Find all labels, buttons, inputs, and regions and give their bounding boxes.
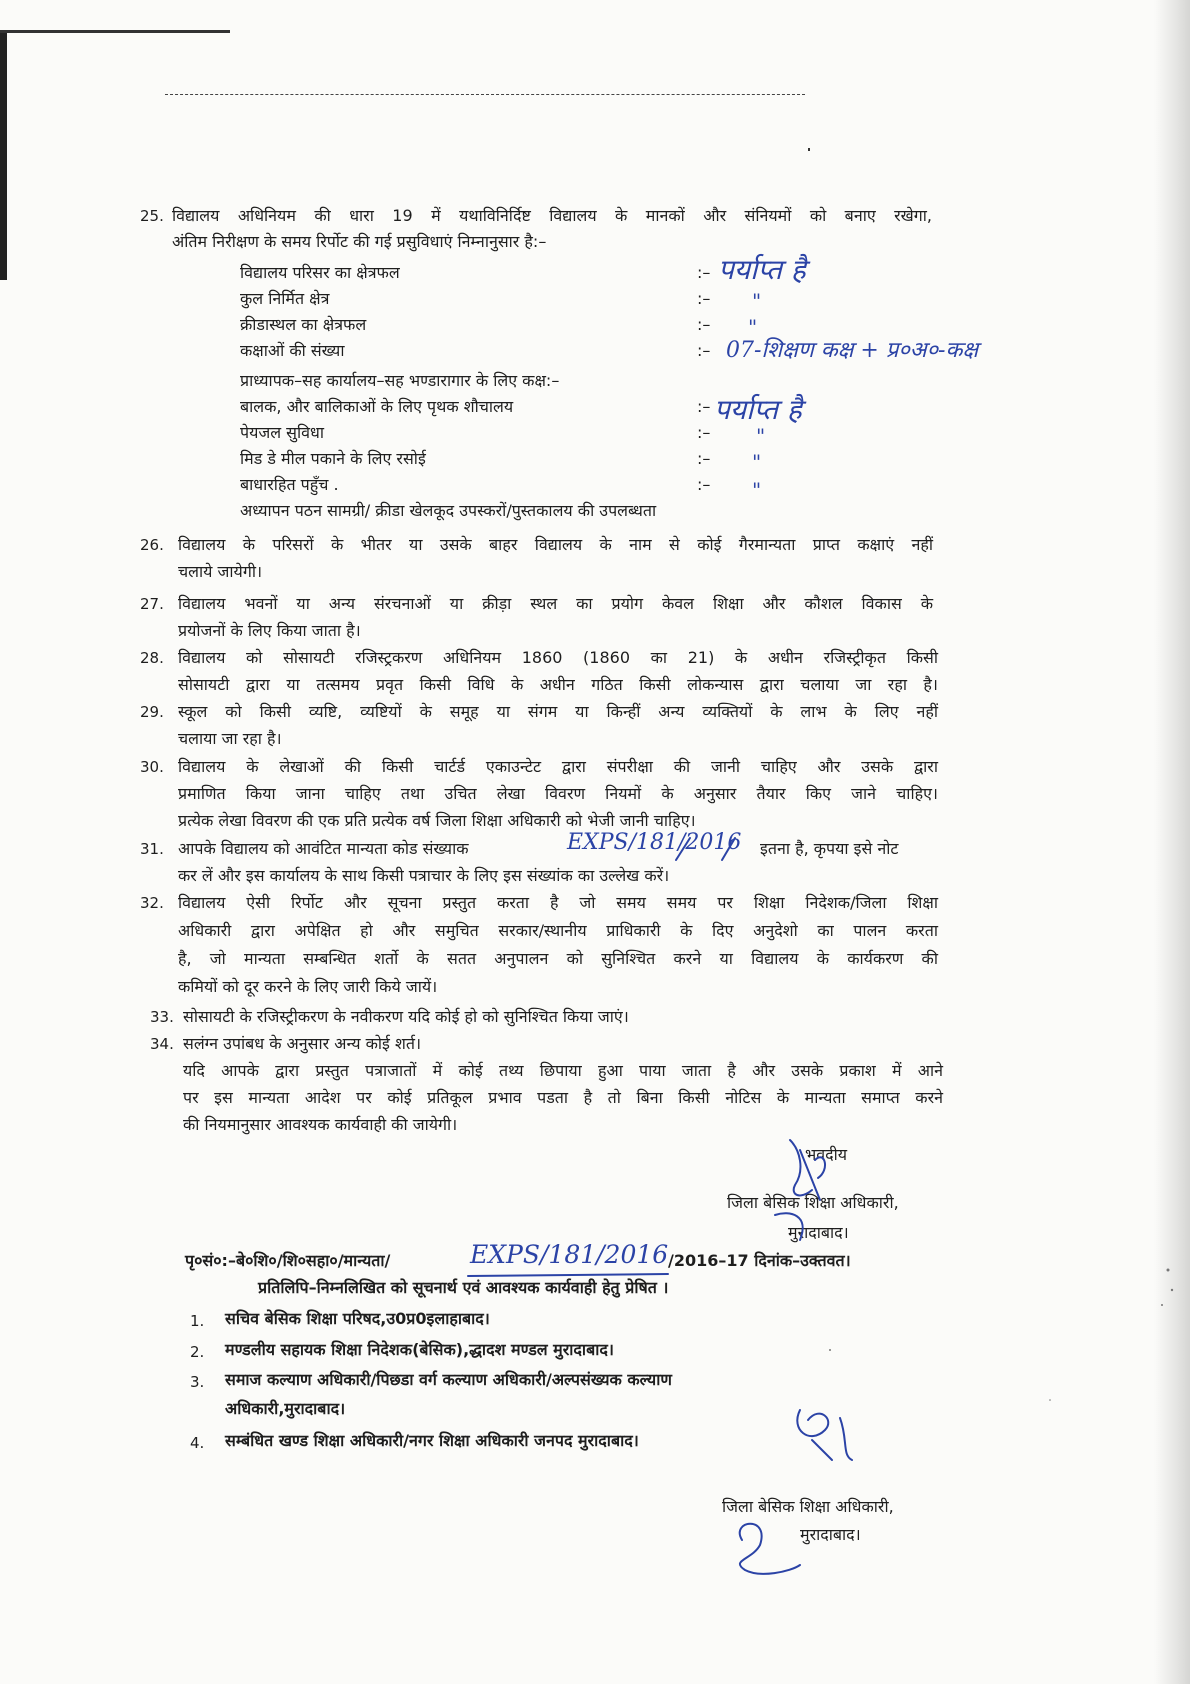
item29-text-line2: चलाया जा रहा है। <box>178 729 282 748</box>
scan-speck <box>1049 1399 1051 1401</box>
item30-text-line3: प्रत्येक लेखा विवरण की एक प्रति प्रत्येक वर्ष जिला शिक्षा अधिकारी को भेजी जानी चाहिए। <box>178 811 696 830</box>
facility-label: बालक, और बालिकाओं के लिए पृथक शौचालय <box>240 397 514 416</box>
scan-speck <box>829 1349 831 1351</box>
facility-label: बाधारहित पहुँच . <box>240 475 339 494</box>
item-number: 25. <box>140 207 164 225</box>
pen-mark <box>468 1274 668 1276</box>
facility-separator: :– <box>697 475 711 494</box>
item33-text-line1: सोसायटी के रजिस्ट्रीकरण के नवीकरण यदि कोई हो को सुनिश्चित किया जाएं। <box>183 1007 629 1026</box>
item-number: 34. <box>150 1035 174 1053</box>
copy-heading: प्रतिलिपि–निम्नलिखित को सूचनार्थ एवं आवश्यक कार्यवाही हेतु प्रेषित । <box>258 1278 669 1297</box>
copy-list-number: 4. <box>190 1434 205 1452</box>
handwritten-ditto: " <box>756 424 766 448</box>
facility-separator: :– <box>697 449 711 468</box>
item31-text-line1-end: इतना है, कृपया इसे नोट <box>760 839 899 858</box>
facility-separator: :– <box>697 423 711 442</box>
facility-separator: :– <box>697 263 711 282</box>
signature-designation: जिला बेसिक शिक्षा अधिकारी, <box>722 1497 894 1516</box>
item31-text-line2: कर लें और इस कार्यालय के साथ किसी पत्राचार के लिए इस संख्यांक का उल्लेख करें। <box>178 866 670 885</box>
copy-list-item: मण्डलीय सहायक शिक्षा निदेशक(बेसिक),द्धादश मण्डल मुरादाबाद। <box>225 1340 614 1359</box>
facility-label: अध्यापन पठन सामग्री/ क्रीडा खेलकूद उपस्करों/पुस्तकालय की उपलब्धता <box>240 501 657 520</box>
item34-text-line1: सलंग्न उपांबध के अनुसार अन्य कोई शर्त। <box>183 1034 422 1053</box>
copy-list-item: सम्बंधित खण्ड शिक्षा अधिकारी/नगर शिक्षा अधिकारी जनपद मुरादाबाद। <box>225 1431 639 1450</box>
copy-list-number: 3. <box>190 1373 205 1391</box>
closing-line3: की नियमानुसार आवश्यक कार्यवाही की जायेगी। <box>183 1115 458 1134</box>
item27-text-line1: विद्यालय भवनों या अन्य संरचनाओं या क्रीड़ा स्थल का प्रयोग केवल शिक्षा और कौशल विकास के <box>178 594 933 613</box>
signature-greeting: भवदीय <box>805 1145 848 1164</box>
item-number: 30. <box>140 758 164 776</box>
item26-text-line2: चलाये जायेगी। <box>178 562 263 581</box>
reference-suffix: /2016–17 दिनांक–उक्तवत। <box>668 1251 851 1270</box>
handwritten-ditto: " <box>752 450 762 474</box>
facility-label: क्रीडास्थल का क्षेत्रफल <box>240 315 367 334</box>
item26-text-line1: विद्यालय के परिसरों के भीतर या उसके बाहर विद्यालय के नाम से कोई गैरमान्यता प्राप्त कक्षाएं नहीं <box>178 535 933 554</box>
item32-text-line4: कमियों को दूर करने के लिए जारी किये जायें। <box>178 977 438 996</box>
item-number: 26. <box>140 536 164 554</box>
scan-speck <box>808 148 810 151</box>
item31-text-line1-start: आपके विद्यालय को आवंटित मान्यता कोड संख्याक <box>178 839 469 858</box>
item-number: 32. <box>140 894 164 912</box>
facility-label: कुल निर्मित क्षेत्र <box>240 289 330 308</box>
item28-text-line1: विद्यालय को सोसायटी रजिस्ट्रकरण अधिनियम 1860 (1860 का 21) के अधीन रजिस्ट्रीकृत किसी <box>178 648 938 667</box>
item-number: 33. <box>150 1008 174 1026</box>
handwritten-reference-code: EXPS/181/2016 <box>470 1240 669 1269</box>
copy-list-number: 1. <box>190 1312 205 1330</box>
item27-text-line2: प्रयोजनों के लिए किया जाता है। <box>178 621 361 640</box>
handwritten-ditto: " <box>748 315 758 339</box>
item28-text-line2: सोसायटी द्वारा या तत्समय प्रवृत किसी विधि के अधीन गठित किसी लोकन्यास द्वारा चलाया जा रहा है। <box>178 675 938 694</box>
copy-list-number: 2. <box>190 1343 205 1361</box>
header-rule <box>165 94 805 95</box>
facility-label: विद्यालय परिसर का क्षेत्रफल <box>240 263 400 282</box>
copy-list-item: समाज कल्याण अधिकारी/पिछडा वर्ग कल्याण अधिकारी/अल्पसंख्यक कल्याण <box>225 1370 672 1389</box>
handwritten-recognition-code: EXPS/181/2016 <box>567 830 742 855</box>
facility-label: प्राध्यापक–सह कार्यालय–सह भण्डारागार के लिए कक्ष:– <box>240 371 560 390</box>
item25-text-line2: अंतिम निरीक्षण के समय रिर्पोट की गई प्रसुविधाएं निम्नानुसार है:– <box>172 232 547 251</box>
item-number: 29. <box>140 703 164 721</box>
item25-text-line1: विद्यालय अधिनियम की धारा 19 में यथाविनिर्दिष्ट विद्यालय के मानकों और संनियमों को बनाए रखेगा, <box>172 206 932 225</box>
facility-label: पेयजल सुविधा <box>240 423 325 442</box>
reference-prefix: पृ०सं०:–बे०शि०/शि०सहा०/मान्यता/ <box>185 1251 391 1270</box>
item30-text-line2: प्रमाणित किया जाना चाहिए तथा उचित लेखा विवरण नियमों के अनुसार तैयार किए जाने चाहिए। <box>178 784 938 803</box>
item32-text-line1: विद्यालय ऐसी रिर्पोट और सूचना प्रस्तुत करता है जो समय समय पर शिक्षा निदेशक/जिला शिक्षा <box>178 893 938 912</box>
facility-label: कक्षाओं की संख्या <box>240 341 345 360</box>
facility-separator: :– <box>697 341 711 360</box>
item-number: 28. <box>140 649 164 667</box>
scan-edge-shadow-top <box>0 30 230 33</box>
closing-line1: यदि आपके द्वारा प्रस्तुत पत्राजातों में कोई तथ्य छिपाया हुआ पाया जाता है और उसके प्रकाश में आने <box>183 1061 943 1080</box>
signature-stroke <box>740 1524 800 1574</box>
facility-separator: :– <box>697 289 711 308</box>
item32-text-line2: अधिकारी द्वारा अपेक्षित हो और समुचित सरकार/स्थानीय प्राधिकारी के दिए अनुदेशो का पालन करता <box>178 921 938 940</box>
scan-right-edge <box>1154 0 1190 1684</box>
facility-label: मिड डे मील पकाने के लिए रसोई <box>240 449 426 468</box>
handwritten-value: पर्याप्त है <box>714 393 802 426</box>
item30-text-line1: विद्यालय के लेखाओं की किसी चार्टर्ड एकाउन्टेट द्वारा संपरीक्षा की जानी चाहिए और उसके द्वारा <box>178 757 938 776</box>
handwritten-value: पर्याप्त है <box>718 253 806 286</box>
item-number: 27. <box>140 595 164 613</box>
handwritten-ditto: " <box>752 289 762 313</box>
scan-edge-shadow <box>0 30 7 280</box>
item-number: 31. <box>140 840 164 858</box>
closing-line2: पर इस मान्यता आदेश पर कोई प्रतिकूल प्रभाव पडता है तो बिना किसी नोटिस के मान्यता समाप्त करने <box>183 1088 943 1107</box>
signature-designation: जिला बेसिक शिक्षा अधिकारी, <box>727 1193 899 1212</box>
item29-text-line1: स्कूल को किसी व्यष्टि, व्यष्टियों के समूह या संगम या किन्हीं अन्य व्यक्तियों के लाभ के लिए नहीं <box>178 702 938 721</box>
handwritten-value: 07-शिक्षण कक्ष + प्र०अ०-कक्ष <box>726 338 979 363</box>
item32-text-line3: है, जो मान्यता सम्बन्धित शर्तो के सतत अनुपालन को सुनिश्चित करने या विद्यालय के कार्यकरण की <box>178 949 938 968</box>
facility-separator: :– <box>697 397 711 416</box>
handwritten-ditto: " <box>752 478 762 502</box>
signature-place: मुरादाबाद। <box>788 1223 849 1242</box>
copy-list-item-continued: अधिकारी,मुरादाबाद। <box>225 1399 346 1418</box>
signature-place: मुरादाबाद। <box>800 1525 861 1544</box>
copy-list-item: सचिव बेसिक शिक्षा परिषद,उ0प्र0इलाहाबाद। <box>225 1309 490 1328</box>
facility-separator: :– <box>697 315 711 334</box>
signature-stroke <box>797 1410 852 1460</box>
